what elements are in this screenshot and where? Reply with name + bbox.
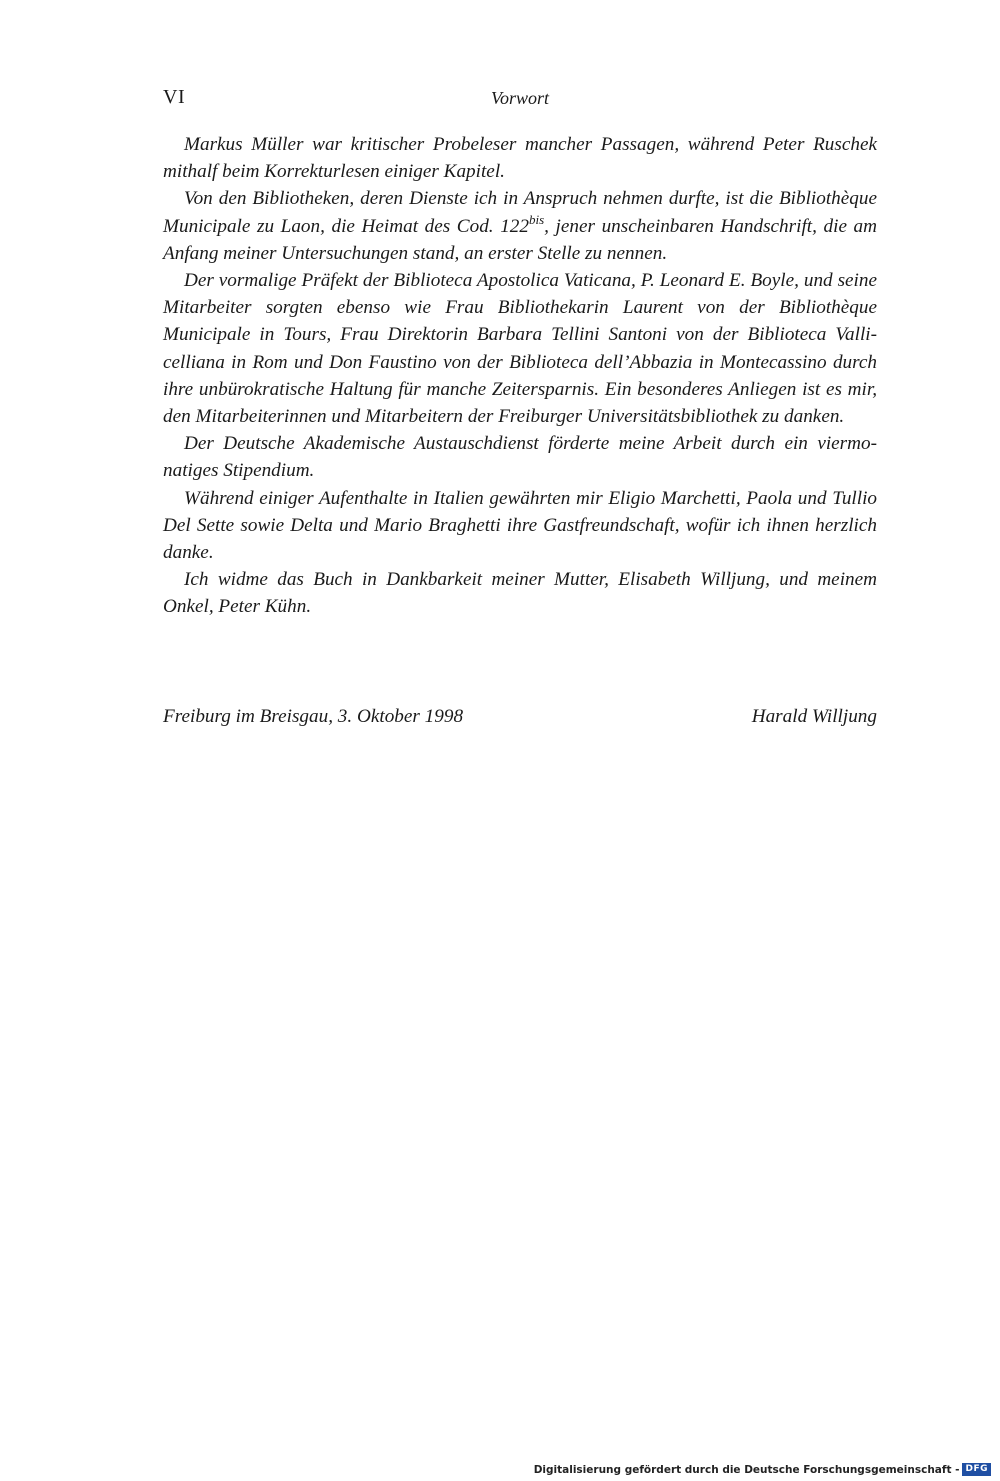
paragraph-acknowledgement-daad: Der Deutsche Akademische Austauschdienst förderte meine Arbeit durch ein viermonatiges Stipendium.	[163, 433, 877, 482]
page-number: VI	[163, 86, 186, 108]
paragraph-acknowledgement-proofreaders: Markus Müller war kritischer Probeleser mancher Passagen, während Peter Ruschek mithalf beim Korrekturlesen einiger Kapitel.	[163, 134, 877, 183]
superscript-bis: bis	[528, 211, 545, 227]
running-title: Vorwort	[490, 88, 550, 108]
paragraph-acknowledgement-archives: Der vormalige Präfekt der Biblioteca Apostolica Vaticana, P. Leonard E. Boyle, und seine Mitarbeiter sorgten ebenso wie Frau Bibliothekarin Laurent von der Bibliothèque Municipale in Tours, Frau Direktorin Barbara Tellini Santoni von der Biblioteca Vallicelliana in Rom und Don Faustino von der Biblioteca dell’Abbazia in Montecassino durch ihre unbürokratische Haltung für manche Zeitersparnis. Ein besonderes Anliegen ist es mir, den Mitarbeiterinnen und Mitarbeitern der Freiburger Universitätsbibliothek zu danken.	[163, 270, 877, 428]
paragraph-acknowledgement-libraries	[163, 185, 877, 267]
body-text	[163, 131, 877, 621]
dfg-logo: DFG	[962, 1463, 991, 1476]
author-signature: Harald Willjung	[751, 706, 877, 727]
paragraph-text-before: Von den Bibliotheken, deren Dienste ich in Anspruch nehmen durfte, ist die Bibliothèque Municipale zu Laon, die Heimat des Cod. 122	[163, 188, 877, 237]
paragraph-acknowledgement-hospitality: Während einiger Aufenthalte in Italien gewährten mir Eligio Marchetti, Paola und Tullio Del Sette sowie Delta und Mario Braghetti ihre Gastfreundschaft, wofür ich ihnen herzlich danke.	[163, 487, 877, 564]
closing-line	[163, 706, 877, 728]
footer-credit	[534, 1463, 991, 1476]
place-and-date: Freiburg im Breisgau, 3. Oktober 1998	[163, 706, 464, 727]
paragraph-dedication: Ich widme das Buch in Dankbarkeit meiner Mutter, Elisabeth Willjung, und meinem Onkel, Peter Kühn.	[163, 569, 877, 618]
digitization-credit: Digitalisierung gefördert durch die Deutsche Forschungsgemeinschaft -	[533, 1463, 960, 1476]
paragraph-text-after: , jener unscheinbaren Handschrift, die am Anfang meiner Untersuchungen stand, an erster Stelle zu nennen.	[163, 215, 878, 264]
